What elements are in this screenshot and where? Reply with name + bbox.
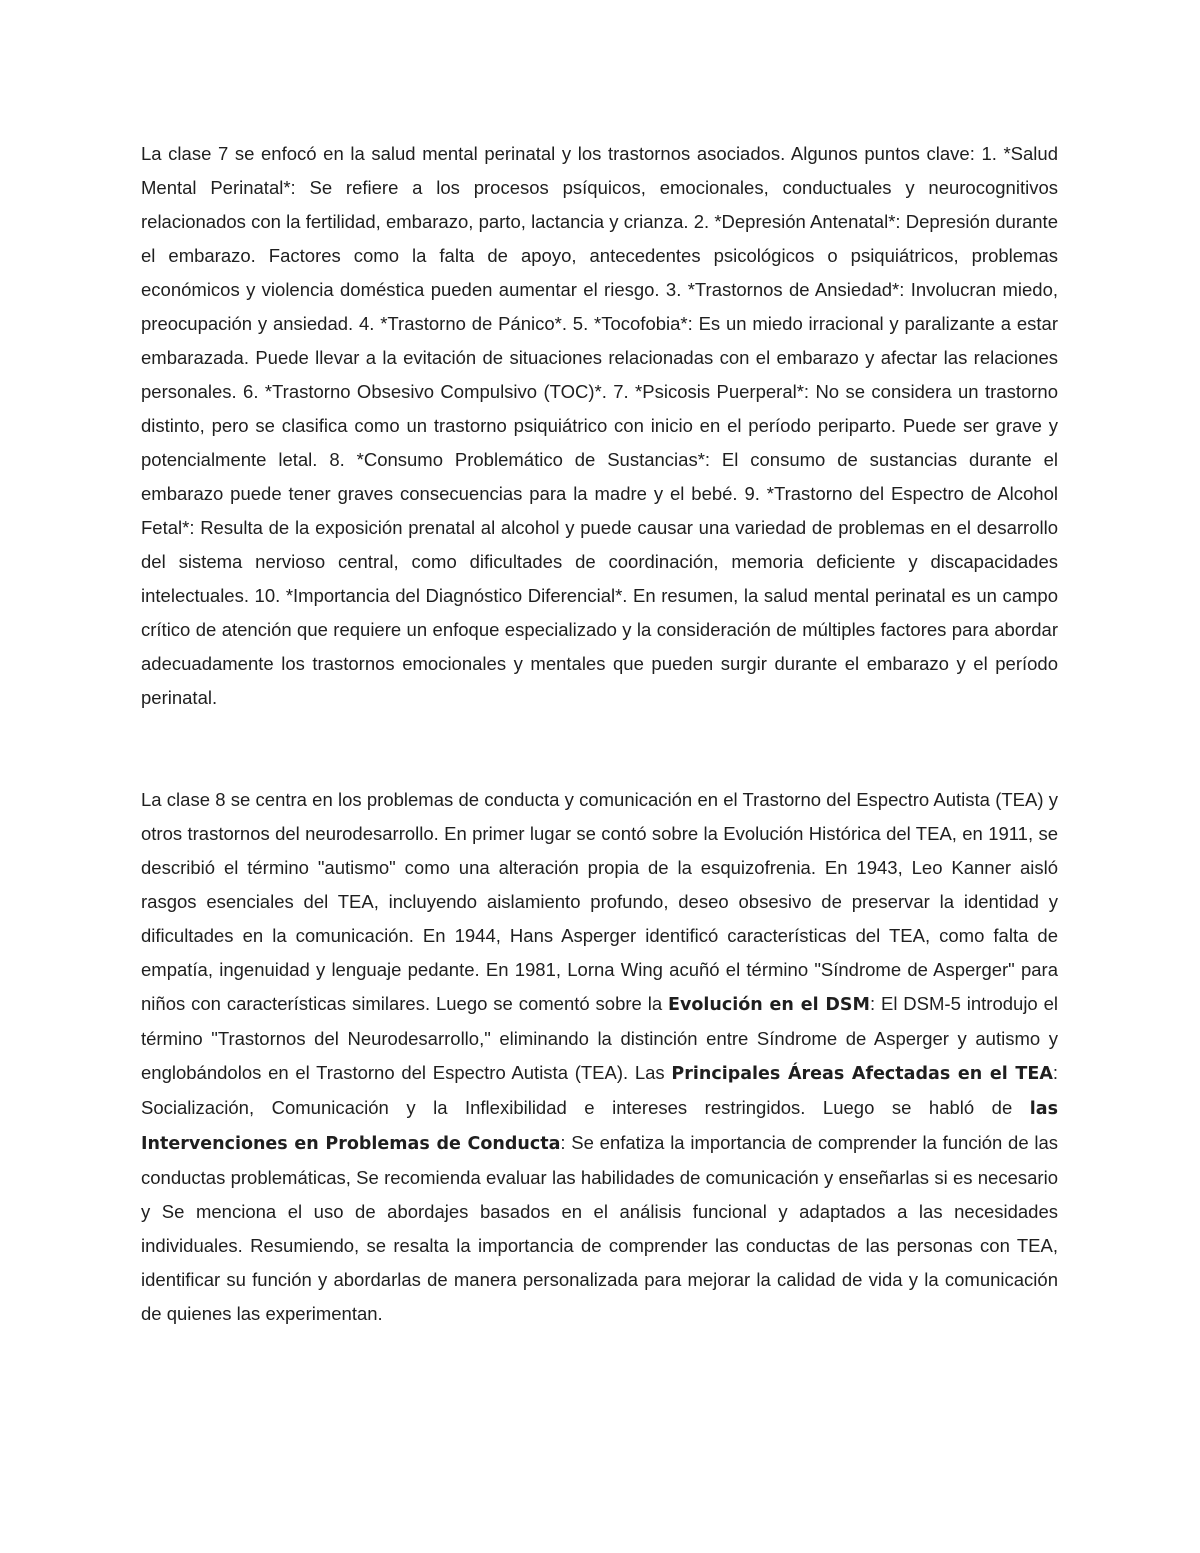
paragraph-clase-7: La clase 7 se enfocó en la salud mental perinatal y los trastornos asociados. Algunos puntos clave: 1. *Salud Mental Perinatal*: Se refiere a los procesos psíquicos, emocionales, conductuales y neurocognitivos relacionados con la fertilidad, embarazo, parto, lactancia y crianza. 2. *Depresión Antenatal*: Depresión durante el embarazo. Factores como la falta de apoyo, antecedentes psicológicos o psiquiátricos, problemas económicos y violencia doméstica pueden aumentar el riesgo. 3. *Trastornos de Ansiedad*: Involucran miedo, preocupación y ansiedad. 4. *Trastorno de Pánico*. 5. *Tocofobia*: Es un miedo irracional y paralizante a estar embarazada. Puede llevar a la evitación de situaciones relacionadas con el embarazo y afectar las relaciones personales. 6. *Trastorno Obsesivo Compulsivo (TOC)*. 7. *Psicosis Puerperal*: No se considera un trastorno distinto, pero se clasifica como un trastorno psiquiátrico con inicio en el período periparto. Puede ser grave y potencialmente letal. 8. *Consumo Problemático de Sustancias*: El consumo de sustancias durante el embarazo puede tener graves consecuencias para la madre y el bebé. 9. *Trastorno del Espectro de Alcohol Fetal*: Resulta de la exposición prenatal al alcohol y puede causar una variedad de problemas en el desarrollo del sistema nervioso central, como dificultades de coordinación, memoria deficiente y discapacidades intelectuales. 10. *Importancia del Diagnóstico Diferencial*. En resumen, la salud mental perinatal es un campo crítico de atención que requiere un enfoque especializado y la consideración de múltiples factores para abordar adecuadamente los trastornos emocionales y mentales que pueden surgir durante el embarazo y el período perinatal. [141,143,1058,708]
bold-principales-areas: Principales Áreas Afectadas en el TEA [671,1064,1053,1084]
paragraph-2-text-3: : Socialización, Comunicación y la Inflexibilidad e intereses restringidos. Luego se habló de [141,1062,1059,1118]
paragraph-2-text-1: La clase 8 se centra en los problemas de conducta y comunicación en el Trastorno del Espectro Autista (TEA) y otros trastornos del neurodesarrollo. En primer lugar se contó sobre la Evolución Histórica del TEA, en 1911, se describió el término "autismo" como una alteración propia de la esquizofrenia. En 1943, Leo Kanner aisló rasgos esenciales del TEA, incluyendo aislamiento profundo, deseo obsesivo de preservar la identidad y dificultades en la comunicación. En 1944, Hans Asperger identificó características del TEA, como falta de empatía, ingenuidad y lenguaje pedante. En 1981, Lorna Wing acuñó el término "Síndrome de Asperger" para niños con características similares. Luego se comentó sobre la [141,789,1058,1014]
bold-evolucion-dsm: Evolución en el DSM [668,995,870,1015]
paragraph-2-text-2: : El DSM-5 introdujo el término "Trastornos del Neurodesarrollo," eliminando la distinción entre Síndrome de Asperger y autismo y englobándolos en el Trastorno del Espectro Autista (TEA). Las [141,993,1058,1083]
paragraph-2-text-4: : Se enfatiza la importancia de comprender la función de las conductas problemáticas, Se recomienda evaluar las habilidades de comunicación y enseñarlas si es necesario y Se menciona el uso de abordajes basados en el análisis funcional y adaptados a las necesidades individuales. Resumiendo, se resalta la importancia de comprender las conductas de las personas con TEA, identificar su función y abordarlas de manera personalizada para mejorar la calidad de vida y la comunicación de quienes las experimentan. [141,1132,1058,1324]
document-body [141,137,1058,1331]
paragraph-clase-8 [141,783,1058,1331]
bold-intervenciones: las Intervenciones en Problemas de Conducta [141,1099,1058,1154]
